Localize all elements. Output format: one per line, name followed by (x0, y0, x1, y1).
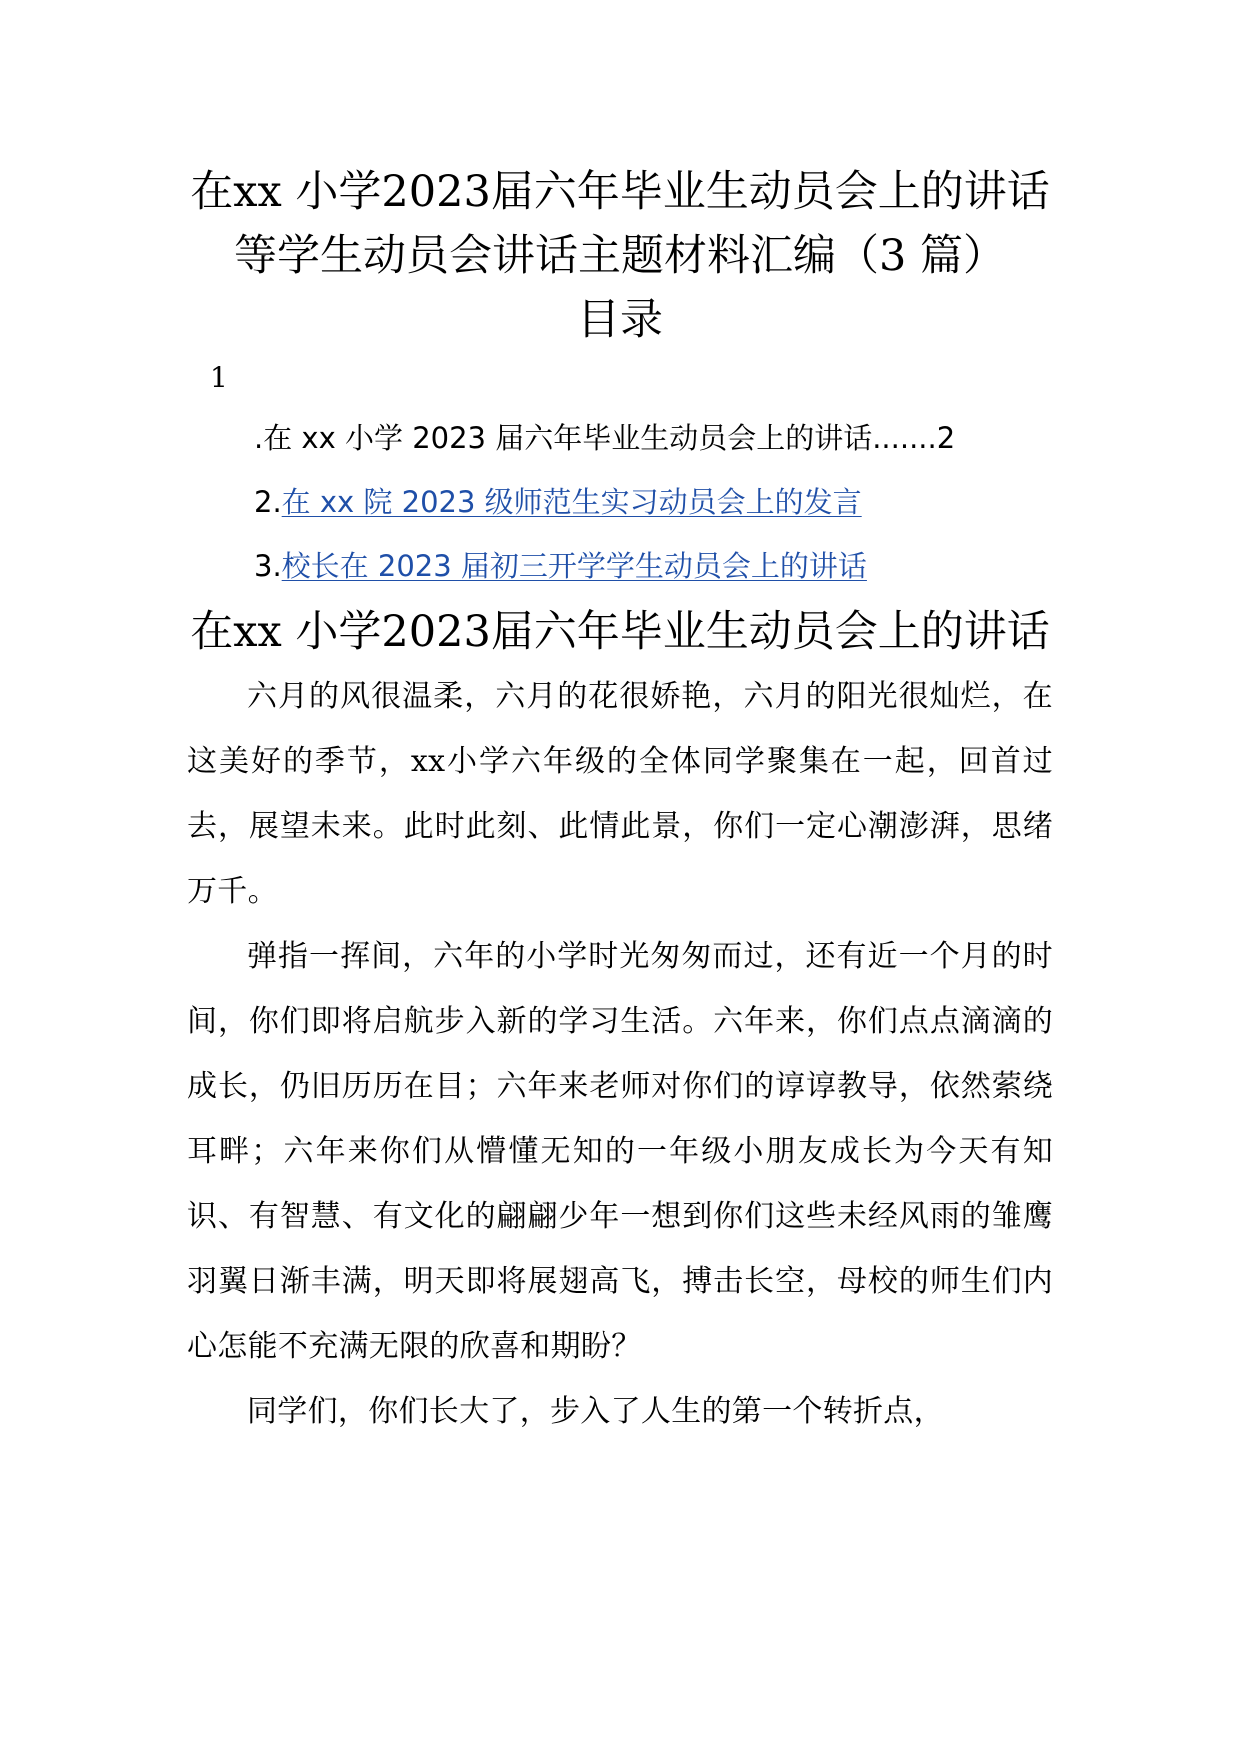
section-title-part: 2023 (381, 607, 491, 657)
body-paragraph-2 (187, 924, 1053, 1379)
title-part: 篇） (920, 231, 1007, 281)
document-title (187, 160, 1053, 288)
toc-item-prefix: 2. (254, 485, 282, 519)
toc-item-1[interactable] (187, 406, 1053, 470)
document-content (187, 160, 1053, 1444)
paragraph-text: 同学们，你们长大了，步入了人生的第一个转折点， (247, 1394, 944, 1429)
section-title-part: xx (233, 607, 282, 657)
title-part: 小学 (295, 167, 382, 217)
toc-item-text[interactable]: .在 xx 小学 2023 届六年毕业生动员会上的讲话.......2 (254, 421, 956, 455)
table-of-contents (187, 406, 1053, 598)
title-part: 2023 (381, 167, 491, 217)
toc-item-3[interactable] (187, 534, 1053, 598)
section-title-part: 小学 (295, 607, 382, 657)
toc-link-2[interactable]: 在 xx 院 2023 级师范生实习动员会上的发言 (281, 485, 862, 519)
section-title-part: 届六年毕业生动员会上的讲话 (490, 607, 1050, 657)
paragraph-text: 六月的风很温柔，六月的花很娇艳，六月的阳光很灿烂，在这美好的季节， (187, 679, 1053, 779)
paragraph-text: 弹指一挥间，六年的小学时光匆匆而过，还有近一个月的时间，你们即将启航步入新的学习生活。六年来，你们点点滴滴的成长，仍旧历历在目；六年来老师对你们的谆谆教导，依然萦绕耳畔；六年来你们从懵懂无知的一年级小朋友成长为今天有知识、有智慧、有文化的翩翩少年一想到你们这些未经风雨的雏鹰羽翼日渐丰满，明天即将展翅高飞，搏击长空，母校的师生们内心怎能不充满无限的欣喜和期盼？ (187, 939, 1053, 1364)
body-paragraph-3 (187, 1379, 1053, 1444)
paragraph-text: 小学六年级的全体同学聚集在一起，回首过去，展望未来。此时此刻、此情此景，你们一定心潮澎湃，思绪万千。 (187, 744, 1053, 909)
toc-heading: 目录 (577, 295, 663, 345)
title-part: 3 (878, 231, 907, 281)
section-title-part: 在 (190, 607, 234, 657)
toc-item-2[interactable] (187, 470, 1053, 534)
toc-number: 1 (210, 361, 228, 394)
toc-link-3[interactable]: 校长在 2023 届初三开学学生动员会上的讲话 (281, 549, 867, 583)
title-part: 届六年毕业生动员会上的讲话等学生动员会讲话主题材料汇编（ (233, 167, 1050, 281)
toc-item-prefix: 3. (254, 549, 282, 583)
paragraph-text: xx (410, 744, 446, 779)
body-paragraph-1 (187, 664, 1053, 924)
title-part: xx (233, 167, 282, 217)
title-part: 在 (190, 167, 234, 217)
section-title (187, 600, 1053, 664)
